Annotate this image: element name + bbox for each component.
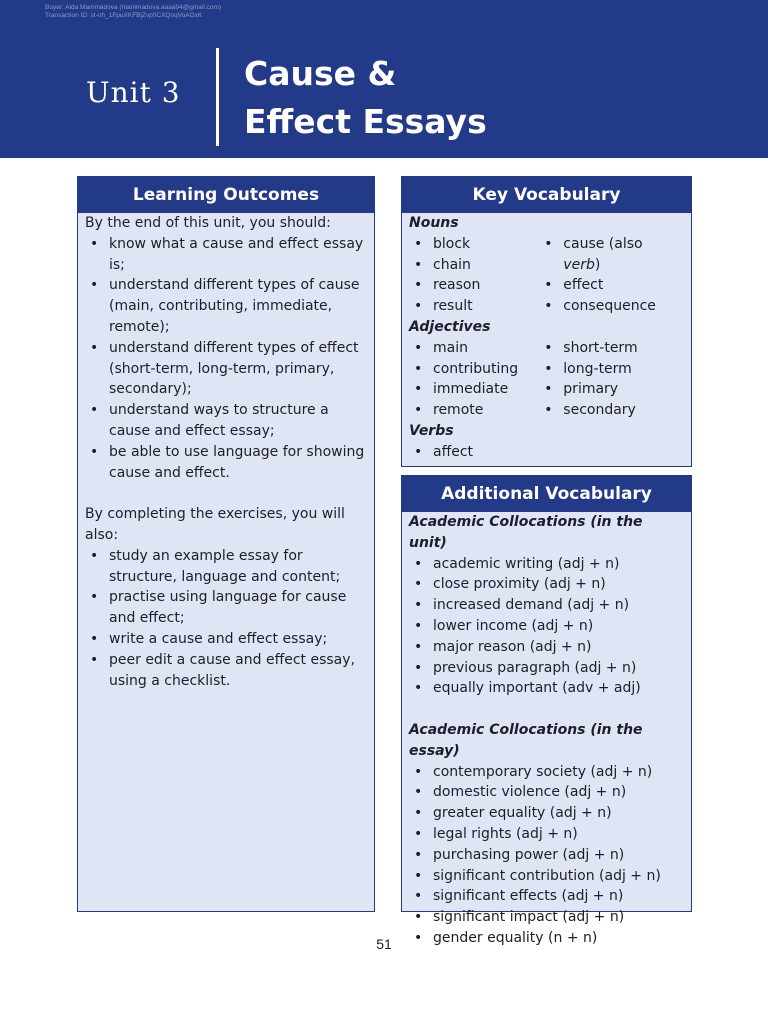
list-item: • understand different types of effect (short-term, long-term, primary, secondary);: [85, 338, 366, 400]
list-item: • block: [409, 234, 539, 255]
exercises-list: [85, 546, 366, 692]
additional-vocabulary-body: [402, 512, 691, 949]
list-item: • academic writing (adj + n): [409, 554, 683, 575]
outcomes-list: [85, 234, 366, 484]
nouns-columns: [409, 234, 683, 317]
exercises-intro: By completing the exercises, you will also:: [85, 506, 345, 543]
verbs-list: [409, 442, 683, 463]
list-item: • equally important (adv + adj): [409, 678, 683, 699]
list-item: • affect: [409, 442, 683, 463]
list-item: • previous paragraph (adj + n): [409, 658, 683, 679]
nouns-label: Nouns: [409, 215, 459, 231]
adjectives-list-2: [539, 338, 683, 421]
list-item: • domestic violence (adj + n): [409, 782, 683, 803]
essay-collocations-label: Academic Collocations (in the essay): [409, 721, 643, 759]
list-item: • purchasing power (adj + n): [409, 845, 683, 866]
list-item: • greater equality (adj + n): [409, 803, 683, 824]
list-item: • long-term: [539, 359, 683, 380]
key-vocabulary-heading: Key Vocabulary: [402, 177, 691, 213]
list-item: • major reason (adj + n): [409, 637, 683, 658]
additional-vocabulary-heading: Additional Vocabulary: [402, 476, 691, 512]
list-item: • peer edit a cause and effect essay, using a checklist.: [85, 650, 366, 692]
list-item: • contemporary society (adj + n): [409, 762, 683, 783]
list-item: • practise using language for cause and effect;: [85, 587, 366, 629]
unit-title-line-2: Effect Essays: [244, 102, 487, 141]
nouns-list-1: [409, 234, 539, 317]
learning-outcomes-panel: [77, 176, 375, 912]
list-item: • significant impact (adj + n): [409, 907, 683, 928]
list-item: • result: [409, 296, 539, 317]
verbs-label: Verbs: [409, 422, 454, 439]
list-item: • know what a cause and effect essay is;: [85, 234, 366, 276]
adjectives-label: Adjectives: [409, 318, 491, 335]
list-item: • gender equality (n + n): [409, 928, 683, 949]
list-item: • lower income (adj + n): [409, 616, 683, 637]
list-item: • significant effects (adj + n): [409, 886, 683, 907]
unit-header-banner: [0, 0, 768, 158]
list-item: • understand different types of cause (main, contributing, immediate, remote);: [85, 275, 366, 337]
list-item: • consequence: [539, 296, 683, 317]
unit-collocations-list: [409, 554, 683, 700]
essay-collocations-list: [409, 762, 683, 949]
list-item: • short-term: [539, 338, 683, 359]
list-item: • understand ways to structure a cause and effect essay;: [85, 400, 366, 442]
outcomes-intro: By the end of this unit, you should:: [85, 215, 331, 231]
list-item: • primary: [539, 379, 683, 400]
list-item: • main: [409, 338, 539, 359]
nouns-list-2: [539, 234, 683, 317]
list-item: • remote: [409, 400, 539, 421]
list-item: • contributing: [409, 359, 539, 380]
unit-title-line-1: Cause &: [244, 54, 397, 93]
adjectives-columns: [409, 338, 683, 421]
list-item: • immediate: [409, 379, 539, 400]
list-item: • study an example essay for structure, language and content;: [85, 546, 366, 588]
unit-number: Unit 3: [86, 76, 181, 109]
key-vocabulary-body: [402, 213, 691, 463]
unit-collocations-label: Academic Collocations (in the unit): [409, 514, 643, 551]
list-item: • secondary: [539, 400, 683, 421]
list-item: • increased demand (adj + n): [409, 595, 683, 616]
learning-outcomes-body: [78, 213, 374, 691]
additional-vocabulary-panel: [401, 475, 692, 946]
list-item: • reason: [409, 275, 539, 296]
list-item: • significant contribution (adj + n): [409, 866, 683, 887]
list-item: • chain: [409, 255, 539, 276]
list-item: • write a cause and effect essay;: [85, 629, 366, 650]
transaction-watermark: Transaction ID: st-oh_1FpuXKFBjZvp0CXQoqVoAGxK: [45, 12, 203, 19]
list-item: • effect: [539, 275, 683, 296]
list-item: • cause (also verb): [539, 234, 683, 276]
list-item: • close proximity (adj + n): [409, 574, 683, 595]
list-item: • be able to use language for showing cause and effect.: [85, 442, 366, 484]
page-number: 51: [376, 936, 392, 952]
adjectives-list-1: [409, 338, 539, 421]
list-item: • legal rights (adj + n): [409, 824, 683, 845]
header-divider: [216, 48, 219, 146]
buyer-watermark: Buyer: Aida Mammadova (mammadova.aaaa94@gmail.com): [45, 4, 222, 11]
key-vocabulary-panel: [401, 176, 692, 467]
learning-outcomes-heading: Learning Outcomes: [78, 177, 374, 213]
